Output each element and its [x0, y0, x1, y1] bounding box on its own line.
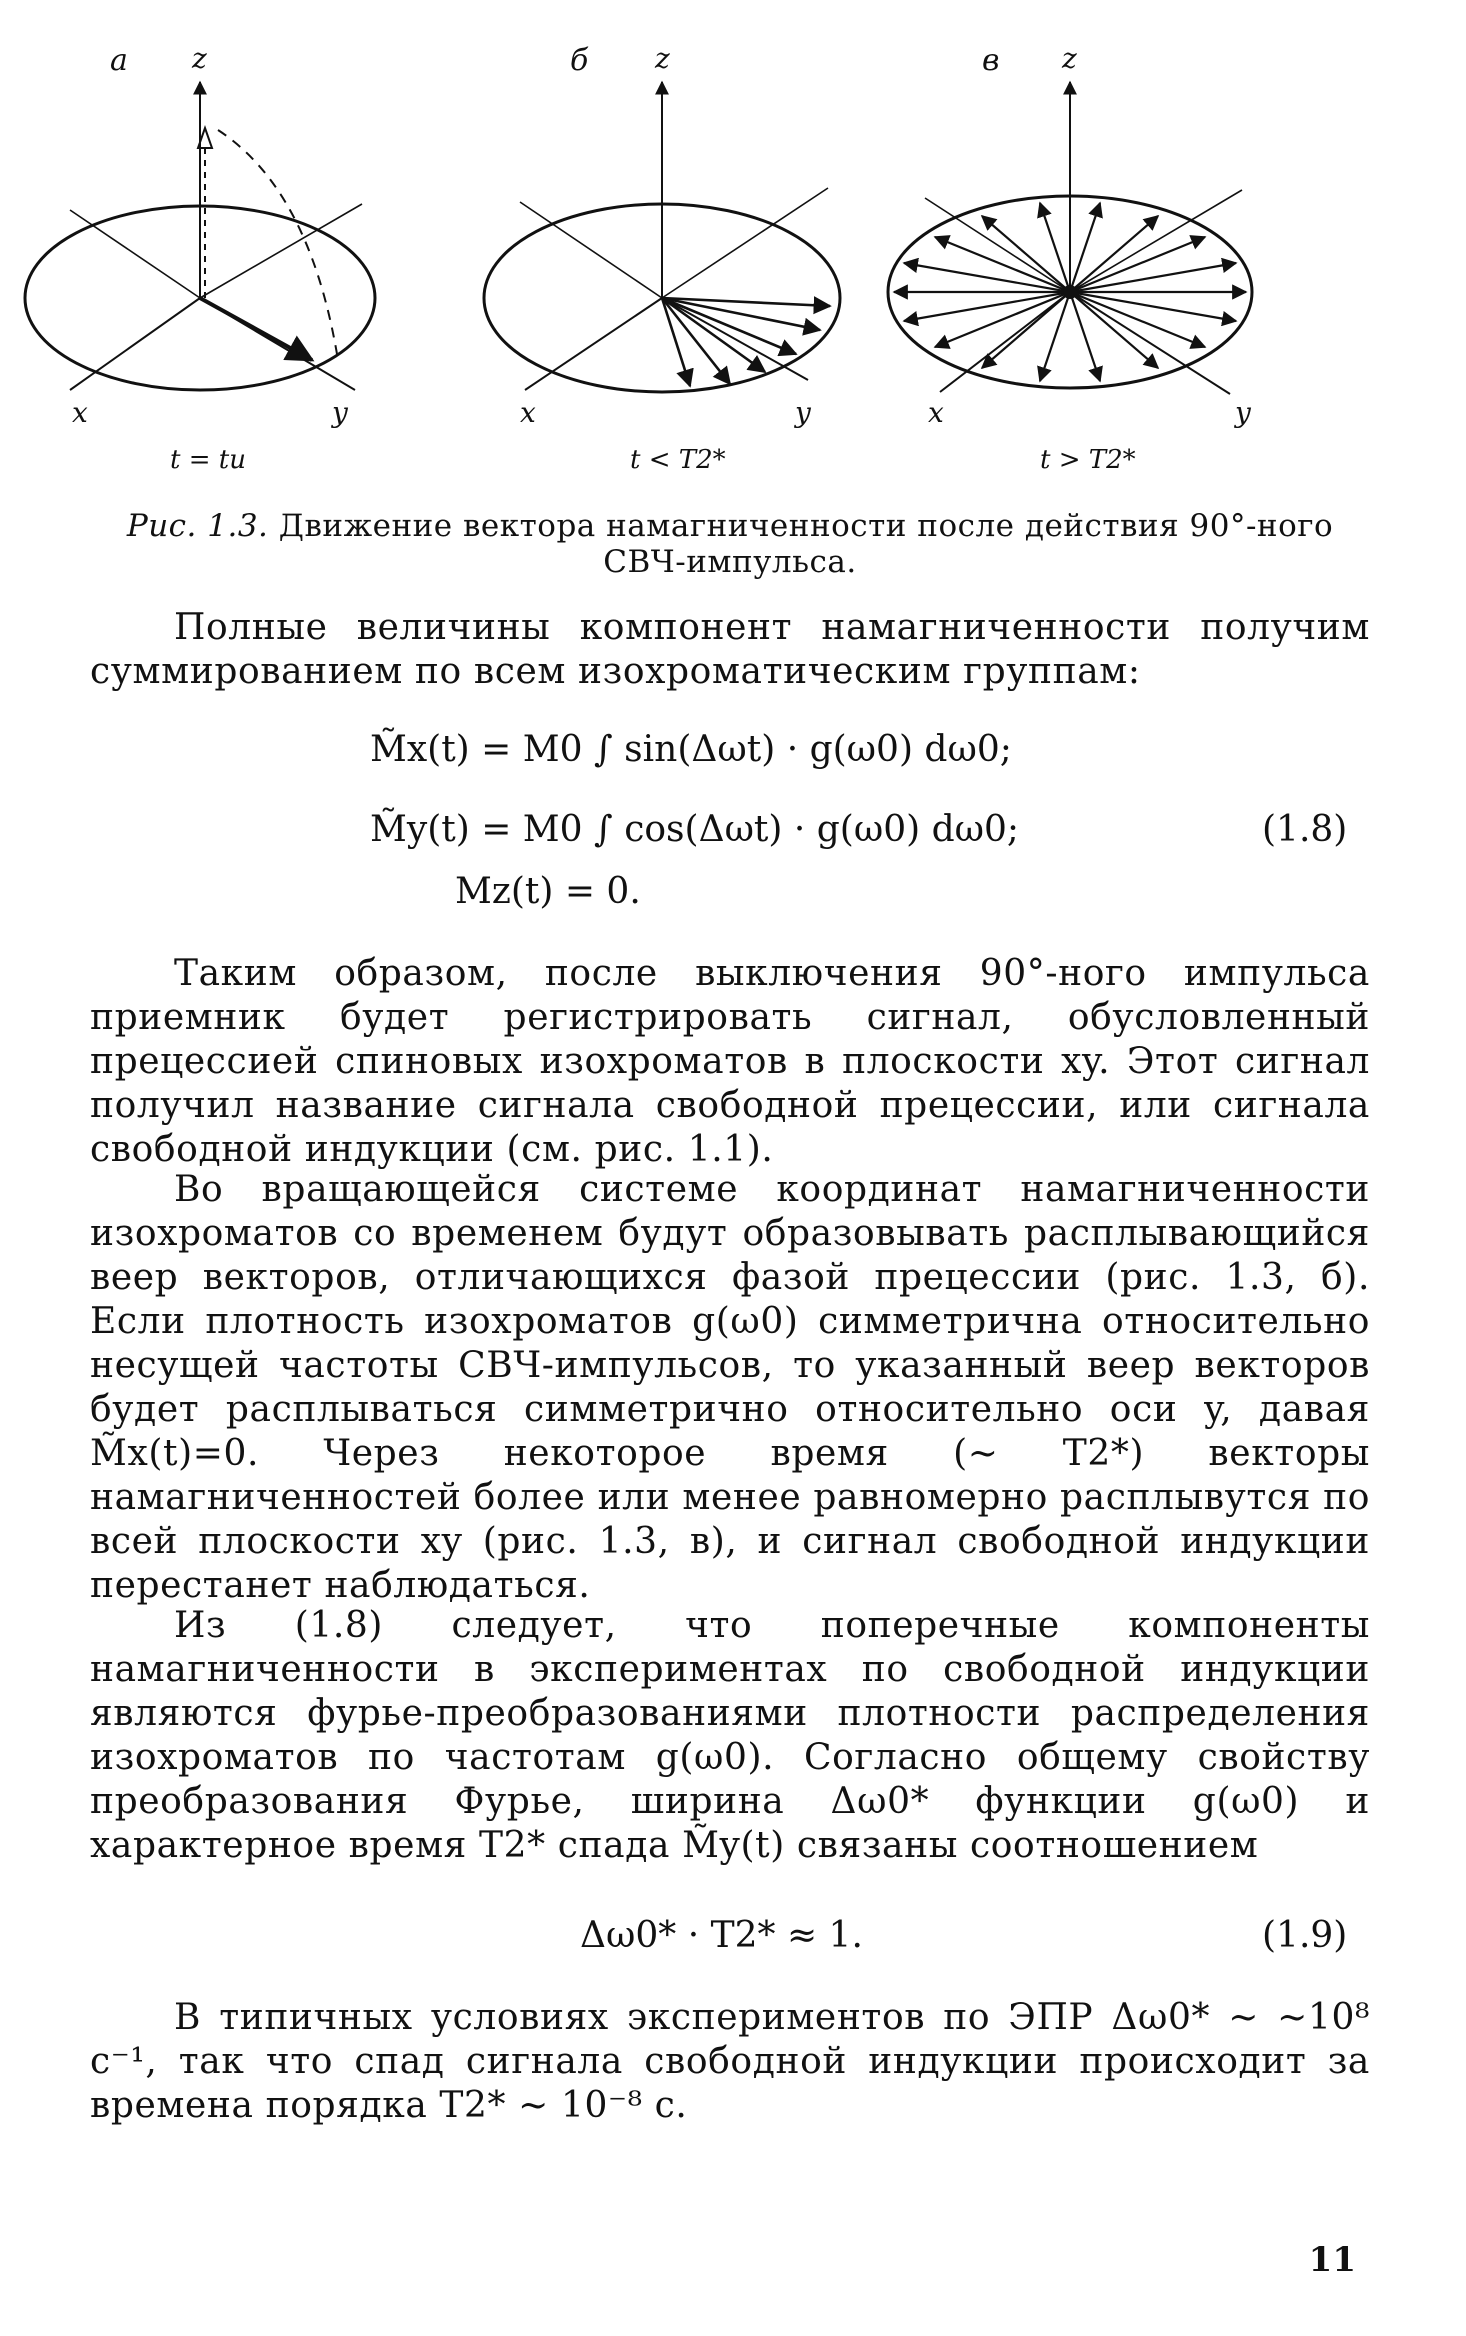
panel-a-time-label: t = tи [170, 445, 246, 475]
panel-c-origin [1063, 285, 1077, 299]
panel-c-letter: в [982, 43, 1000, 78]
equation-mz: Mz(t) = 0. [455, 871, 641, 912]
paragraph-3: Во вращающейся системе координат намагниченности изохроматов со временем будут образовывать расплывающийся веер векторов, отличающихся фазой прецессии (рис. 1.3, б). Если плотность изохроматов g(ω0) симметрична относительно несущей частоты СВЧ-импульсов, то указанный веер векторов будет расплываться симметрично относительно оси y, давая M̃x(t)=0. Через некоторое время (~ T2*) векторы намагниченностей более или менее равномерно расплывутся по всей плоскости xy (рис. 1.3, в), и сигнал свободной индукции перестанет наблюдаться. [90, 1169, 1370, 1606]
equation-uncertainty: Δω0* · T2* ≈ 1. [580, 1915, 863, 1956]
paragraph-5: В типичных условиях экспериментов по ЭПР Δω0* ~ ~10⁸ с⁻¹, так что спад сигнала свободной индукции происходит за времена порядка T2* ~ 10⁻⁸ с. [90, 1997, 1370, 2126]
panel-c-fan-vector [935, 292, 1070, 347]
panel-c-fan-vector [935, 237, 1070, 292]
panel-c-fan-vector [904, 263, 1070, 292]
page-number: 11 [1308, 2240, 1356, 2280]
caption-text: Движение вектора намагниченности после действия 90°-ного СВЧ-импульса. [278, 508, 1334, 580]
panel-a-z-label: z [192, 42, 207, 75]
panel-c-y-label: y [1235, 396, 1251, 429]
panel-b-x-axis [525, 298, 662, 390]
panel-a-rotation-arc [218, 130, 338, 360]
panel-b-letter: б [570, 43, 589, 78]
equation-my: M̃y(t) = M0 ∫ cos(Δωt) · g(ω0) dω0; [370, 809, 1020, 850]
panel-c-fan-vector [1070, 292, 1205, 347]
panel-a-y-label: y [332, 396, 348, 429]
panel-a-magnetization-vector [200, 298, 312, 360]
panel-c-z-label: z [1062, 42, 1077, 75]
panel-c-x-label: x [928, 396, 944, 429]
paragraph-4: Из (1.8) следует, что поперечные компоненты намагниченности в экспериментах по свободной индукции являются фурье-преобразованиями плотности распределения изохроматов по частотам g(ω0). Согласно общему свойству преобразования Фурье, ширина Δω0* функции g(ω0) и характерное время T2* спада M̃y(t) связаны соотношением [90, 1605, 1370, 1866]
panel-a [25, 42, 375, 475]
paragraph-1: Полные величины компонент намагниченности получим суммированием по всем изохроматическим группам: [90, 607, 1370, 692]
figure-caption [90, 508, 1370, 580]
panel-c-time-label: t > T2* [1040, 445, 1136, 475]
panel-b-time-label: t < T2* [630, 445, 726, 475]
panel-b-z-label: z [655, 42, 670, 75]
equation-number-1-9: (1.9) [1262, 1915, 1348, 1956]
figure-1-3-diagram [72, 30, 1380, 490]
panel-c-fan-vector [904, 292, 1070, 321]
panel-c-x-axis [940, 292, 1070, 392]
panel-c-fan-vector [1070, 237, 1205, 292]
paragraph-2: Таким образом, после выключения 90°-ного импульса приемник будет регистрировать сигнал, обусловленный прецессией спиновых изохроматов в плоскости xy. Этот сигнал получил название сигнала свободной прецессии, или сигнала свободной индукции (см. рис. 1.1). [90, 953, 1370, 1170]
figure-1-3 [72, 30, 1380, 490]
panel-a-letter: а [110, 43, 128, 78]
panel-c-x-axis-back [925, 198, 1070, 292]
panel-a-x-label: x [72, 396, 88, 429]
caption-number: Рис. 1.3. [126, 508, 269, 544]
panel-a-y-axis-back [200, 204, 362, 298]
panel-c [888, 42, 1252, 475]
panel-b [484, 42, 840, 475]
panel-b-y-label: y [795, 396, 811, 429]
panel-b-x-label: x [520, 396, 536, 429]
panel-c-fan-vector [1070, 292, 1236, 321]
equation-number-1-8: (1.8) [1262, 809, 1348, 850]
panel-a-x-axis-back [70, 210, 200, 298]
panel-a-x-axis [70, 298, 200, 390]
panel-b-x-axis-back [520, 202, 662, 298]
equation-mx: M̃x(t) = M0 ∫ sin(Δωt) · g(ω0) dω0; [370, 729, 1012, 770]
